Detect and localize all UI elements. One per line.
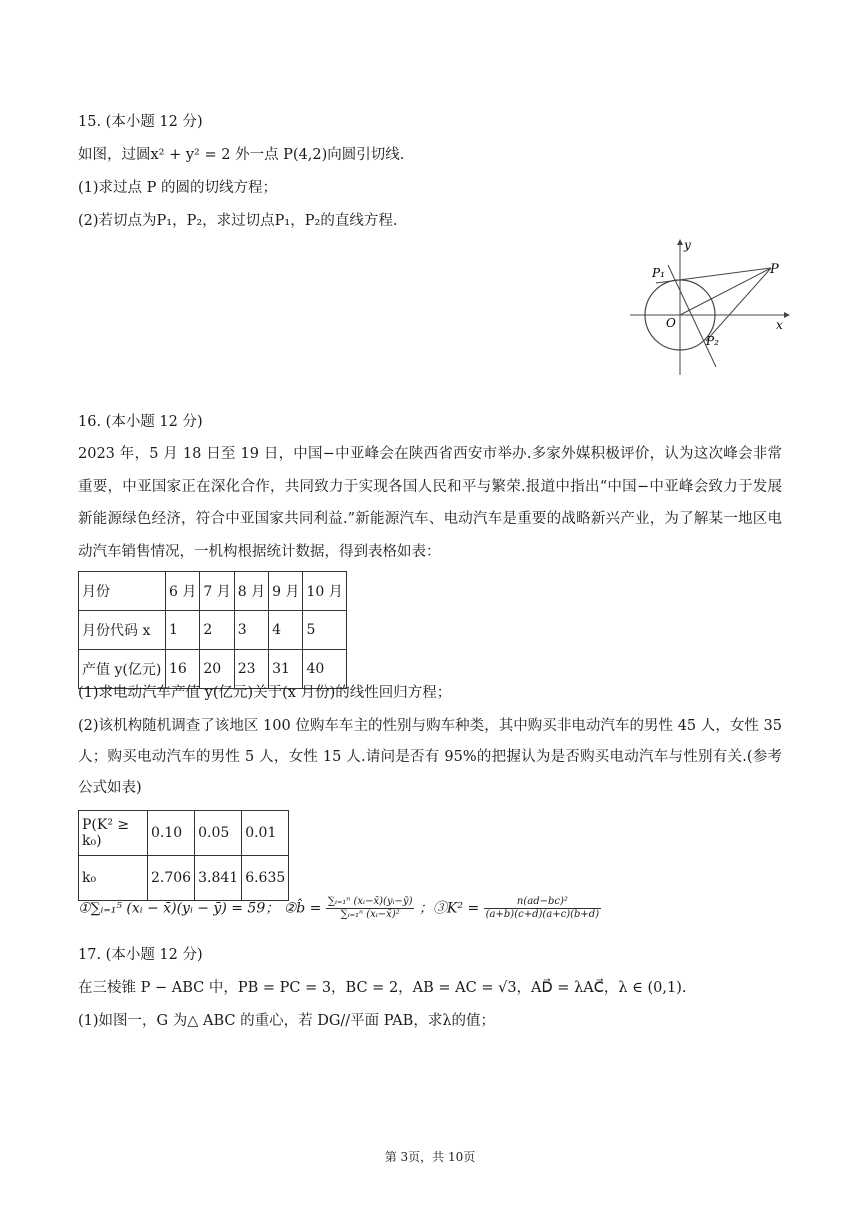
sales-table-cell: 10 月 [303, 572, 346, 611]
formula-b-numerator: ∑ᵢ₌₁ⁿ (xᵢ−x̄)(yᵢ−ȳ) [327, 896, 413, 907]
critical-value-table [78, 810, 289, 901]
formula-k-denominator: (a+b)(c+d)(a+c)(b+d) [485, 909, 600, 920]
q17-part1: (1)如图一，G 为△ ABC 的重心，若 DG//平面 PAB，求λ的值； [78, 1013, 496, 1029]
reference-formulas [78, 896, 601, 921]
formula-b-prefix: ②b̂ = [283, 900, 322, 917]
critical-value-table-cell: 2.706 [148, 856, 195, 901]
sales-table-cell: 7 月 [200, 572, 234, 611]
sales-table [78, 571, 347, 689]
formula-k-prefix: ；③K² = [418, 900, 480, 917]
critical-value-table-row [79, 811, 289, 856]
tangent-line-p2 [706, 268, 771, 341]
sales-table-cell: 23 [234, 650, 268, 689]
formula-b-denominator: ∑ᵢ₌₁ⁿ (xᵢ−x̄)² [340, 909, 400, 920]
y-axis-arrow [677, 239, 683, 245]
critical-value-table-cell: k₀ [79, 856, 148, 901]
q16-header: 16. (本小题 12 分) [78, 414, 203, 430]
sales-table-cell: 20 [200, 650, 234, 689]
label-p1: P₁ [652, 266, 665, 280]
sales-table-cell: 8 月 [234, 572, 268, 611]
sales-table-cell: 31 [269, 650, 303, 689]
critical-value-table-row [79, 856, 289, 901]
critical-value-table-cell: 6.635 [242, 856, 289, 901]
sales-table-cell: 产值 y(亿元) [79, 650, 166, 689]
sales-table-cell: 6 月 [166, 572, 200, 611]
sales-table-cell: 1 [166, 611, 200, 650]
q16-paragraph: 2023 年，5 月 18 日至 19 日，中国−中亚峰会在陕西省西安市举办.多家外媒积极评价，认为这次峰会非常重要，中亚国家正在深化合作，共同致力于实现各国人民和平与繁荣.报道中指出“中国−中亚峰会致力于发展新能源绿色经济，符合中亚国家共同利益.”新能源汽车、电动汽车是重要的战略新兴产业，为了解某一地区电动汽车销售情况，一机构根据统计数据，得到表格如表： [78, 446, 782, 560]
sales-table-cell: 3 [234, 611, 268, 650]
page-footer: 第 3页，共 10页 [384, 1150, 476, 1164]
critical-value-table-cell: 0.01 [242, 811, 289, 856]
sales-table-row [79, 572, 347, 611]
critical-value-table-cell: 0.10 [148, 811, 195, 856]
formula-b-fraction [326, 896, 415, 921]
q15-intro: 如图，过圆x² + y² = 2 外一点 P(4,2)向圆引切线. [78, 147, 405, 163]
q15-part1: (1)求过点 P 的圆的切线方程； [78, 180, 278, 196]
sales-table-cell: 9 月 [269, 572, 303, 611]
sales-table-cell: 5 [303, 611, 346, 650]
formula-k-fraction [484, 896, 601, 921]
q16-part1: (1)求电动汽车产值 y(亿元)关于(x 月份)的线性回归方程； [78, 685, 452, 701]
q15-part2: (2)若切点为P₁，P₂，求过切点P₁，P₂的直线方程. [78, 213, 398, 229]
sales-table-cell: 40 [303, 650, 346, 689]
sales-table-cell: 月份代码 x [79, 611, 166, 650]
sales-table-cell: 月份 [79, 572, 166, 611]
q15-header: 15. (本小题 12 分) [78, 114, 203, 130]
critical-value-table-cell: P(K² ≥ k₀) [79, 811, 148, 856]
x-axis-arrow [784, 312, 790, 318]
formula-sum: ①∑ᵢ₌₁⁵ (xᵢ − x̄)(yᵢ − ȳ) = 59； [78, 900, 280, 917]
sales-table-cell: 16 [166, 650, 200, 689]
sales-table-cell: 4 [269, 611, 303, 650]
label-p2: P₂ [706, 334, 719, 348]
q16-part2: (2)该机构随机调查了该地区 100 位购车车主的性别与购车种类，其中购买非电动汽车的男性 45 人，女性 35 人；购买电动汽车的男性 5 人，女性 15 人.请问是否有 95%的把握认为是否购买电动汽车与性别有关.(参考公式如表) [78, 718, 782, 796]
critical-value-table-cell: 0.05 [195, 811, 242, 856]
label-x: x [776, 318, 783, 332]
line-op [680, 268, 771, 315]
sales-table-row [79, 611, 347, 650]
label-o: O [666, 316, 676, 330]
label-p: P [770, 262, 779, 277]
tangent-circle-figure [624, 235, 794, 380]
label-y: y [684, 238, 691, 252]
critical-value-table-cell: 3.841 [195, 856, 242, 901]
q17-header: 17. (本小题 12 分) [78, 947, 203, 963]
sales-table-cell: 2 [200, 611, 234, 650]
q17-intro: 在三棱锥 P − ABC 中，PB = PC = 3，BC = 2，AB = AC = √3，AD⃗ = λAC⃗，λ ∈ (0,1). [78, 980, 687, 996]
formula-k-numerator: n(ad−bc)² [484, 896, 601, 909]
